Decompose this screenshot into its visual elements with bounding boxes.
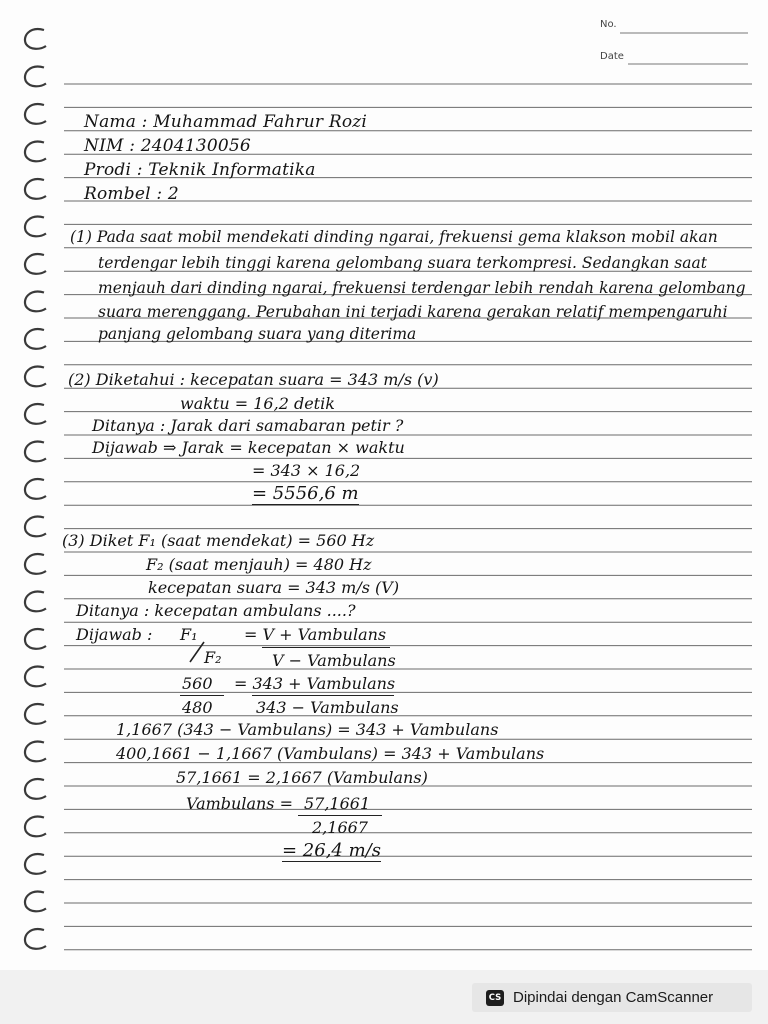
answer3-eq2-num-left: 560 bbox=[182, 674, 213, 693]
answer3-eq2-num-right: = 343 + Vambulans bbox=[234, 674, 396, 693]
spiral-ring bbox=[25, 104, 46, 124]
spiral-ring bbox=[25, 854, 46, 874]
spiral-ring bbox=[25, 217, 46, 237]
spiral-ring bbox=[25, 292, 46, 312]
answer3-step4-denominator: 2,1667 bbox=[312, 818, 368, 837]
spiral-ring bbox=[25, 479, 46, 499]
answer1-line2: terdengar lebih tinggi karena gelombang suara terkompresi. Sedangkan saat bbox=[98, 254, 707, 272]
answer1-line1: (1) Pada saat mobil mendekati dinding ngarai, frekuensi gema klakson mobil akan bbox=[70, 228, 718, 246]
spiral-ring bbox=[25, 817, 46, 837]
answer2-substitution: = 343 × 16,2 bbox=[252, 461, 361, 480]
answer3-answer-label: Dijawab : bbox=[76, 625, 153, 644]
answer3-step4-lhs: Vambulans = bbox=[186, 794, 294, 813]
ratio-slash bbox=[184, 640, 210, 664]
answer3-question: Ditanya : kecepatan ambulans ....? bbox=[76, 601, 356, 620]
answer3-eq1-denominator: V − Vambulans bbox=[272, 651, 396, 670]
spiral-ring bbox=[25, 667, 46, 687]
spiral-ring bbox=[25, 779, 46, 799]
answer3-ratio-f1: F₁ bbox=[180, 625, 198, 644]
answer3-step1: 1,1667 (343 − Vambulans) = 343 + Vambulans bbox=[116, 720, 499, 739]
eq2-left-fraction-bar bbox=[180, 695, 224, 696]
no-label: No. bbox=[600, 19, 617, 30]
camscanner-text: Dipindai dengan CamScanner bbox=[513, 989, 714, 1006]
spiral-ring bbox=[25, 929, 46, 949]
answer2-question: Ditanya : Jarak dari samabaran petir ? bbox=[92, 416, 404, 435]
eq2-right-fraction-bar bbox=[252, 695, 394, 696]
student-name: Nama : Muhammad Fahrur Rozi bbox=[84, 112, 368, 132]
answer1-line3: menjauh dari dinding ngarai, frekuensi terdengar lebih rendah karena gelombang bbox=[98, 279, 746, 297]
spiral-ring bbox=[25, 554, 46, 574]
spiral-ring bbox=[25, 629, 46, 649]
answer2-result: = 5556,6 m bbox=[252, 483, 359, 504]
spiral-ring bbox=[25, 142, 46, 162]
answer3-final-result: = 26,4 m/s bbox=[282, 840, 381, 861]
answer1-line4: suara merenggang. Perubahan ini terjadi karena gerakan relatif mempengaruhi bbox=[98, 303, 728, 321]
answer3-eq2-den-left: 480 bbox=[182, 698, 213, 717]
answer3-step4-numerator: 57,1661 bbox=[304, 794, 371, 813]
spiral-ring bbox=[25, 742, 46, 762]
answer3-f2: F₂ (saat menjauh) = 480 Hz bbox=[146, 555, 372, 574]
student-prodi: Prodi : Teknik Informatika bbox=[84, 160, 316, 180]
spiral-ring bbox=[25, 442, 46, 462]
answer3-step2: 400,1661 − 1,1667 (Vambulans) = 343 + Vambulans bbox=[116, 744, 545, 763]
answer3-eq2-den-right: 343 − Vambulans bbox=[256, 698, 399, 717]
spiral-ring bbox=[25, 704, 46, 724]
camscanner-badge bbox=[472, 983, 752, 1012]
camscanner-logo-icon: CS bbox=[486, 990, 504, 1006]
answer2-known-time: waktu = 16,2 detik bbox=[180, 394, 335, 413]
answer2-formula: Dijawab ⇒ Jarak = kecepatan × waktu bbox=[92, 438, 405, 457]
answer1-line5: panjang gelombang suara yang diterima bbox=[98, 325, 417, 343]
spiral-ring bbox=[25, 404, 46, 424]
spiral-ring bbox=[25, 517, 46, 537]
answer3-ratio-f2: F₂ bbox=[204, 648, 222, 667]
spiral-ring bbox=[25, 592, 46, 612]
student-nim: NIM : 2404130056 bbox=[84, 136, 251, 156]
step4-fraction-bar bbox=[298, 815, 382, 816]
eq1-fraction-bar bbox=[262, 647, 390, 648]
spiral-ring bbox=[25, 29, 46, 49]
spiral-ring bbox=[25, 254, 46, 274]
answer3-f1: (3) Diket F₁ (saat mendekat) = 560 Hz bbox=[62, 531, 375, 550]
answer3-step3: 57,1661 = 2,1667 (Vambulans) bbox=[176, 768, 428, 787]
spiral-ring bbox=[25, 367, 46, 387]
spiral-ring bbox=[25, 892, 46, 912]
spiral-ring bbox=[25, 67, 46, 87]
spiral-ring bbox=[25, 329, 46, 349]
date-label: Date bbox=[600, 51, 624, 62]
spiral-ring bbox=[25, 179, 46, 199]
student-rombel: Rombel : 2 bbox=[84, 184, 179, 204]
answer3-speed: kecepatan suara = 343 m/s (V) bbox=[148, 578, 400, 597]
answer3-eq1-numerator: = V + Vambulans bbox=[244, 625, 387, 644]
answer2-known-speed: (2) Diketahui : kecepatan suara = 343 m/s (v) bbox=[68, 370, 439, 389]
